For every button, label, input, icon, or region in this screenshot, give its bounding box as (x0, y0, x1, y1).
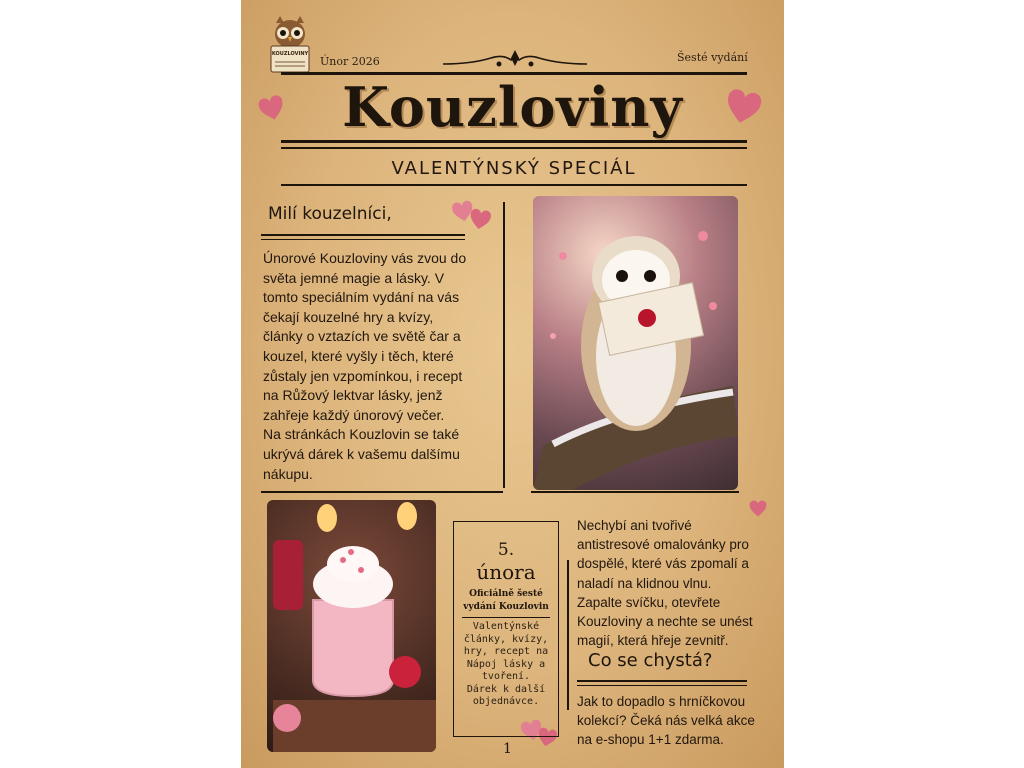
text-line: Jak to dopadlo s hrníčkovou (577, 694, 746, 709)
text-line: Nechybí ani tvořivé (577, 518, 692, 533)
text-line: Únorové Kouzloviny vás zvou do (263, 250, 467, 266)
masthead-rule-bottom-2 (281, 147, 747, 149)
date-details (458, 621, 554, 709)
right-col-text (577, 516, 777, 650)
greeting-rule-thin (261, 239, 465, 240)
detail-line: objednávce. (472, 696, 540, 707)
detail-line: články, kvízy, (463, 633, 549, 645)
section-rule-left (261, 491, 503, 493)
masthead-title: Kouzloviny (342, 75, 683, 139)
logo-text: KOUZLOVINY (271, 51, 309, 57)
detail-line: Dárek k další (466, 683, 546, 695)
text-line: články o vztazích ve světě čar a (263, 328, 461, 345)
heart-icon (467, 206, 493, 233)
masthead-rule-bottom-1 (281, 140, 747, 143)
text-line: kouzel, které vyšly i těch, které (263, 347, 454, 364)
greeting-rule (261, 234, 465, 236)
right-col-divider (567, 560, 569, 710)
text-line: na Růžový lektvar lásky, jenž (263, 387, 443, 404)
detail-line: hry, recept na (463, 646, 549, 657)
text-line: dospělé, které vás zpomalí a (577, 556, 749, 572)
text-line: zůstaly jen vzpomínkou, i recept (263, 367, 463, 384)
heading-rule-thin (577, 685, 747, 686)
subtitle-line: vydání Kouzlovin (463, 602, 549, 612)
detail-line: Valentýnské (472, 621, 540, 632)
upcoming-text (577, 692, 777, 750)
detail-line: tvoření. (481, 671, 531, 682)
text-line: magií, která hřeje zevnitř. (577, 633, 729, 649)
text-line: naladí na klidnou vlnu. (577, 575, 712, 591)
edition-label: Šesté vydání (677, 51, 748, 64)
detail-line: Nápoj lásky a (466, 658, 546, 670)
date-subtitle (458, 588, 554, 614)
banner-rule (281, 184, 747, 186)
text-line: světa jemné magie a lásky. V (263, 269, 445, 286)
special-banner: VALENTÝNSKÝ SPECIÁL (391, 158, 637, 179)
greeting-heading: Milí kouzelníci, (268, 204, 392, 224)
owl-logo (267, 14, 313, 78)
owl-photo (533, 196, 738, 490)
heading-rule (577, 680, 747, 682)
text-line: nákupu. (263, 465, 313, 482)
text-line: čekají kouzelné hry a kvízy, (263, 308, 434, 325)
date-info-box (453, 521, 559, 737)
date-box-rule (462, 617, 550, 618)
text-line: ukrývá dárek k vašemu dalšímu (263, 445, 460, 462)
subtitle-line: Oficiálně šesté (469, 589, 543, 599)
ornament-flourish (441, 46, 589, 72)
page-number: 1 (503, 741, 512, 757)
text-line: zahřeje každý únorový večer. (263, 406, 445, 423)
date-day: 5. (497, 540, 515, 560)
newspaper-page (241, 0, 784, 768)
section-rule-right (531, 491, 739, 493)
text-line: kolekcí? Čeká nás velká akce (577, 713, 755, 729)
column-divider (503, 202, 505, 488)
text-line: antistresové omalovánky pro (577, 537, 749, 553)
text-line: na e-shopu 1+1 zdarma. (577, 732, 724, 748)
section-heading: Co se chystá? (588, 650, 713, 671)
text-line: Kouzloviny a nechte se unést (577, 614, 753, 630)
text-line: tomto speciálním vydání na vás (263, 289, 460, 306)
pink-drink-photo (267, 500, 436, 752)
text-line: Zapalte svíčku, otevřete (577, 594, 721, 610)
text-line: Na stránkách Kouzlovin se také (263, 426, 460, 443)
intro-text (263, 249, 511, 484)
issue-date: Únor 2026 (320, 55, 380, 68)
date-month: února (476, 560, 536, 584)
